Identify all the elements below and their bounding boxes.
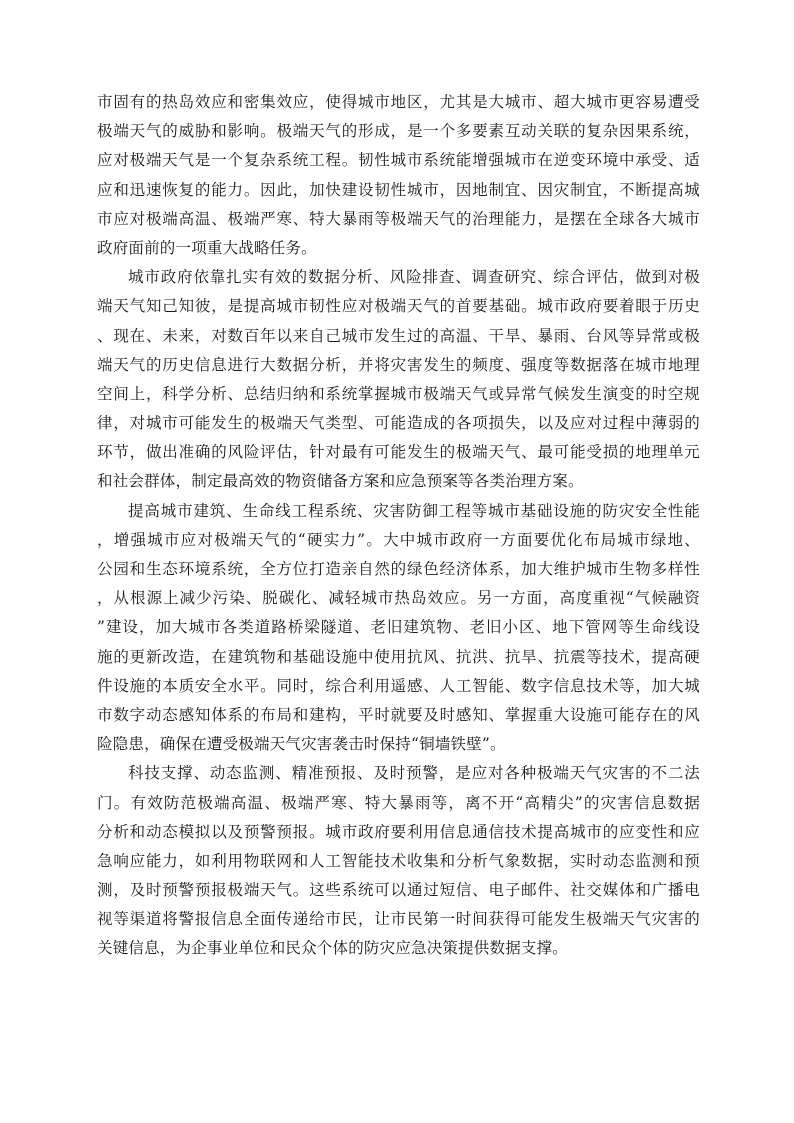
text-line: 应对极端天气是一个复杂系统工程。韧性城市系统能增强城市在逆变环境中承受、适 (97, 151, 700, 170)
text-line: 测，及时预警预报极端天气。这些系统可以通过短信、电子邮件、社交媒体和广播电 (97, 881, 700, 900)
text-line: 律，对城市可能发生的极端天气类型、可能造成的各项损失，以及应对过程中薄弱的 (97, 414, 700, 433)
text-line: 政府面前的一项重大战略任务。 (97, 238, 317, 257)
text-line: ，从根源上减少污染、脱碳化、减轻城市热岛效应。另一方面，高度重视“气候融资 (97, 589, 700, 608)
text-line: 急响应能力，如利用物联网和人工智能技术收集和分析气象数据，实时动态监测和预 (97, 851, 700, 870)
paragraph (97, 88, 700, 263)
paragraph (97, 759, 700, 963)
paragraph (97, 497, 700, 760)
text-line: 施的更新改造，在建筑物和基础设施中使用抗风、抗洪、抗旱、抗震等技术，提高硬 (97, 647, 700, 666)
text-line: 端天气的历史信息进行大数据分析，并将灾害发生的频度、强度等数据落在城市地理 (97, 355, 700, 374)
text-line: 和社会群体，制定最高效的物资储备方案和应急预案等各类治理方案。 (97, 472, 584, 491)
text-line: 险隐患，确保在遭受极端天气灾害袭击时保持“铜墙铁壁”。 (97, 735, 506, 754)
text-line: ，增强城市应对极端天气的“硬实力”。大中城市政府一方面要优化布局城市绿地、 (97, 530, 700, 549)
text-line: 端天气知己知彼，是提高城市韧性应对极端天气的首要基础。城市政府要着眼于历史 (97, 297, 700, 316)
text-line: 市应对极端高温、极端严寒、特大暴雨等极端天气的治理能力，是摆在全球各大城市 (97, 209, 700, 228)
text-line: 城市政府依靠扎实有效的数据分析、风险排查、调查研究、综合评估，做到对极 (128, 268, 700, 287)
text-line: ”建设，加大城市各类道路桥梁隧道、老旧建筑物、老旧小区、地下管网等生命线设 (97, 618, 700, 637)
text-line: 极端天气的威胁和影响。极端天气的形成，是一个多要素互动关联的复杂因果系统， (97, 122, 700, 141)
text-line: 应和迅速恢复的能力。因此，加快建设韧性城市，因地制宜、因灾制宜，不断提高城 (97, 180, 700, 199)
text-line: 关键信息，为企事业单位和民众个体的防灾应急决策提供数据支撑。 (97, 939, 569, 958)
paragraph (97, 263, 700, 497)
text-line: 科技支撑、动态监测、精准预报、及时预警，是应对各种极端天气灾害的不二法 (128, 764, 700, 783)
text-line: 环节，做出准确的风险评估，针对最有可能发生的极端天气、最可能受损的地理单元 (97, 443, 700, 462)
text-line: 、现在、未来，对数百年以来自己城市发生过的高温、干旱、暴雨、台风等异常或极 (97, 326, 700, 345)
text-line: 公园和生态环境系统，全方位打造亲自然的绿色经济体系，加大维护城市生物多样性 (97, 560, 700, 578)
text-line: 提高城市建筑、生命线工程系统、灾害防御工程等城市基础设施的防灾安全性能 (128, 501, 700, 520)
text-line: 市数字动态感知体系的布局和建构，平时就要及时感知、掌握重大设施可能存在的风 (97, 705, 700, 724)
text-line: 门。有效防范极端高温、极端严寒、特大暴雨等，离不开“高精尖”的灾害信息数据 (97, 793, 700, 812)
text-line: 空间上，科学分析、总结归纳和系统掌握城市极端天气或异常气候发生演变的时空规 (97, 384, 700, 403)
text-line: 视等渠道将警报信息全面传递给市民，让市民第一时间获得可能发生极端天气灾害的 (97, 910, 700, 929)
text-line: 市固有的热岛效应和密集效应，使得城市地区，尤其是大城市、超大城市更容易遭受 (97, 93, 700, 111)
text-line: 件设施的本质安全水平。同时，综合利用遥感、人工智能、数字信息技术等，加大城 (97, 676, 700, 695)
text-line: 分析和动态模拟以及预警预报。城市政府要利用信息通信技术提高城市的应变性和应 (97, 822, 700, 841)
document-page (97, 88, 700, 964)
